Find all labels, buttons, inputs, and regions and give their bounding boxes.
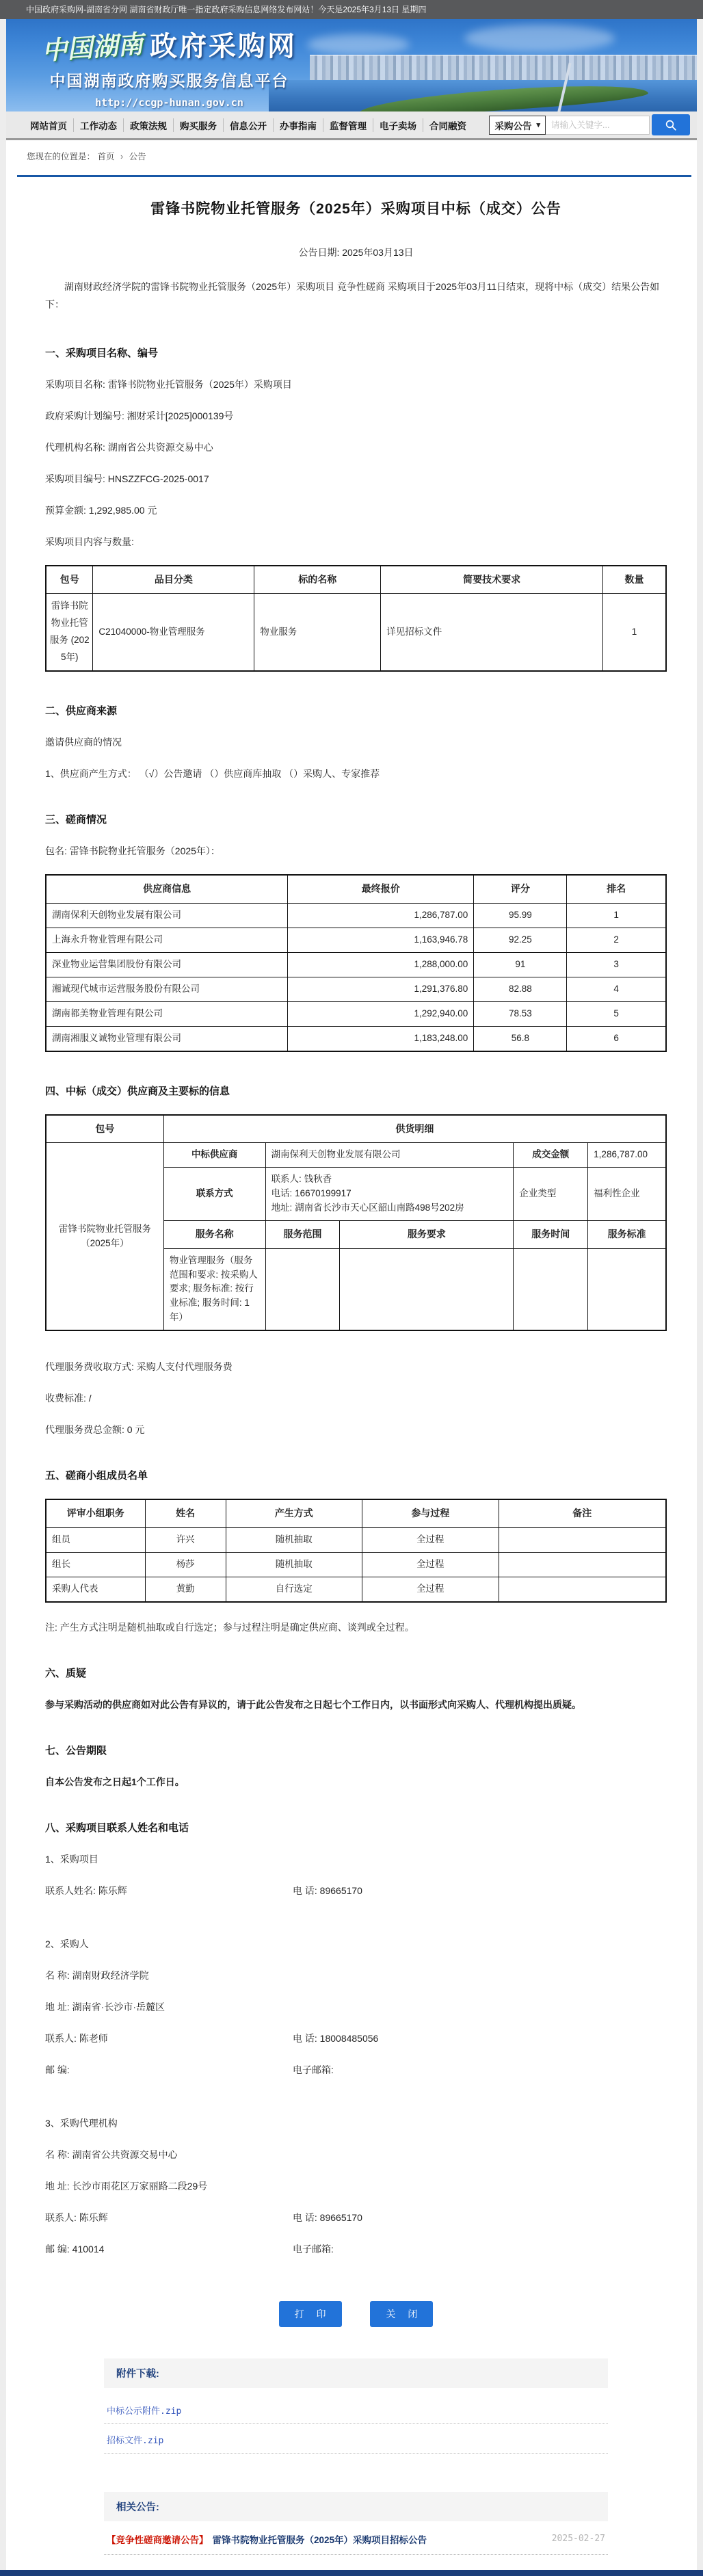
supplier-method-line: 1、供应商产生方式： （√）公告邀请 （）供应商库抽取 （）采购人、专家推荐 (45, 768, 380, 780)
group2-title: 2、采购人 (45, 1938, 89, 1949)
cell-rank: 6 (567, 1026, 666, 1051)
cell-service-req (340, 1248, 514, 1330)
cell-subject: 物业服务 (254, 594, 381, 671)
purchaser-zip: 邮 编: (45, 2064, 70, 2075)
col-qty: 数量 (602, 566, 666, 594)
contact-label: 联系方式 (163, 1168, 265, 1221)
svc-col-standard: 服务标准 (588, 1220, 666, 1248)
table-row (46, 977, 666, 1001)
project-content-table (45, 565, 667, 672)
svc-col-time: 服务时间 (514, 1220, 588, 1248)
cell-price: 1,292,940.00 (288, 1001, 474, 1026)
cell-service-scope (265, 1248, 340, 1330)
package-name-line: 包名: 雷锋书院物业托管服务（2025年）： (45, 845, 220, 857)
cell-package: 雷锋书院物业托管服务 (2025年) (46, 594, 93, 671)
cell-supplier: 湖南保利天创物业发展有限公司 (46, 904, 288, 928)
nav-item-contract-finance[interactable]: 合同融资 (423, 118, 473, 132)
col-remark: 备注 (499, 1499, 666, 1527)
col-package: 包号 (46, 566, 93, 594)
site-logo (42, 25, 297, 109)
nav-item-e-mall[interactable]: 电子卖场 (373, 118, 423, 132)
cell-price: 1,288,000.00 (288, 952, 474, 977)
agency-name: 名 称: 湖南省公共资源交易中心 (45, 2148, 178, 2160)
cloud-decoration (464, 25, 615, 52)
cell-score: 78.53 (474, 1001, 567, 1026)
contact-person: 联系人: 钱秋香 (271, 1174, 332, 1185)
group3-title: 3、采购代理机构 (45, 2117, 118, 2129)
cell-service-name: 物业管理服务（服务范围和要求: 按采购人要求; 服务标准: 按行业标准; 服务时间: 1年） (163, 1248, 265, 1330)
purchaser-name: 名 称: 湖南财政经济学院 (45, 1969, 149, 1981)
cell-name: 许兴 (145, 1527, 226, 1552)
purchaser-email: 电子邮箱: (293, 2064, 334, 2075)
cell-participation: 全过程 (362, 1577, 499, 1601)
cell-qty: 1 (602, 594, 666, 671)
related-item-tag[interactable]: 【竞争性磋商邀请公告】 (107, 2534, 209, 2545)
nav-item-home[interactable]: 网站首页 (30, 120, 67, 131)
col-name: 姓名 (145, 1499, 226, 1527)
svc-col-req: 服务要求 (340, 1220, 514, 1248)
col-category: 品目分类 (93, 566, 254, 594)
contact-row (45, 2179, 667, 2193)
table-row (46, 928, 666, 952)
table-header-row (46, 1115, 666, 1143)
site-notice-bar (0, 0, 703, 19)
section1-heading: 一、采购项目名称、编号 (45, 347, 159, 359)
purchaser-phone: 电 话: 18008485056 (293, 2032, 379, 2044)
related-heading: 相关公告: (104, 2492, 608, 2521)
col-role: 评审小组职务 (46, 1499, 145, 1527)
breadcrumb (6, 140, 697, 171)
contact-row (45, 2032, 667, 2045)
cell-rank: 3 (567, 952, 666, 977)
cell-participation: 全过程 (362, 1527, 499, 1552)
table-row (46, 1026, 666, 1051)
cell-remark (499, 1527, 666, 1552)
cell-rank: 4 (567, 977, 666, 1001)
table-row (46, 1143, 666, 1168)
cell-tech-req: 详见招标文件 (381, 594, 603, 671)
cell-supplier: 湖南湘服义诚物业管理有限公司 (46, 1026, 288, 1051)
col-final-price: 最终报价 (288, 875, 474, 903)
cell-role: 组长 (46, 1552, 145, 1577)
breadcrumb-home-link[interactable]: 首页 (97, 152, 115, 161)
cell-participation: 全过程 (362, 1552, 499, 1577)
col-supply-detail: 供货明细 (163, 1115, 666, 1143)
cell-role: 采购人代表 (46, 1577, 145, 1601)
agency-zip: 邮 编: 410014 (45, 2243, 105, 2255)
cell-price: 1,183,248.00 (288, 1026, 474, 1051)
fee-standard-line: 收费标准: / (45, 1393, 92, 1404)
related-item-link[interactable]: 雷锋书院物业托管服务（2025年）采购项目招标公告 (212, 2534, 427, 2545)
close-button[interactable]: 关 闭 (370, 2301, 433, 2327)
agency-address: 地 址: 长沙市雨花区万家丽路二段29号 (45, 2180, 208, 2192)
table-header-row (46, 566, 666, 594)
col-rank: 排名 (567, 875, 666, 903)
purchaser-address: 地 址: 湖南省·长沙市·岳麓区 (45, 2001, 165, 2012)
cell-score: 82.88 (474, 977, 567, 1001)
section5-heading: 五、磋商小组成员名单 (45, 1470, 148, 1482)
cell-supplier: 上海永升物业管理有限公司 (46, 928, 288, 952)
logo-title: 政府采购网 (150, 31, 297, 62)
blue-divider (17, 175, 691, 177)
nav-item-info-disclosure[interactable]: 信息公开 (223, 118, 273, 132)
agency-email: 电子邮箱: (293, 2243, 334, 2255)
search-button[interactable] (652, 114, 690, 135)
plan-number-line: 政府采购计划编号: 湘财采计[2025]000139号 (45, 410, 234, 421)
section7-heading: 七、公告期限 (45, 1744, 107, 1757)
search-icon (665, 119, 677, 131)
site-banner (6, 19, 697, 111)
contact-row (45, 2000, 667, 2014)
table-row (46, 1527, 666, 1552)
logo-subtitle: 中国湖南政府购买服务信息平台 (49, 72, 289, 90)
logo-calligraphy: 中国湖南 (40, 29, 144, 66)
cell-remark (499, 1552, 666, 1577)
section8-heading: 八、采购项目联系人姓名和电话 (45, 1822, 189, 1834)
cell-enterprise-type: 福利性企业 (588, 1168, 666, 1221)
nav-item-purchase-service[interactable]: 购买服务 (173, 118, 223, 132)
nav-item-policy[interactable]: 政策法规 (123, 118, 173, 132)
cell-score: 91 (474, 952, 567, 977)
cell-supplier: 湘诚现代城市运营服务股份有限公司 (46, 977, 288, 1001)
award-detail-table (45, 1114, 667, 1332)
agency-phone: 电 话: 89665170 (293, 2211, 362, 2223)
cell-award-amount: 1,286,787.00 (588, 1143, 666, 1168)
logo-url: http://ccgp-hunan.gov.cn (95, 96, 243, 109)
section4-heading: 四、中标（成交）供应商及主要标的信息 (45, 1085, 230, 1097)
col-tech-req: 简要技术要求 (381, 566, 603, 594)
search-category-select[interactable] (489, 116, 546, 135)
page-title: 雷锋书院物业托管服务（2025年）采购项目中标（成交）公告 (150, 201, 561, 217)
cell-winning-supplier: 湖南保利天创物业发展有限公司 (265, 1143, 514, 1168)
cell-selection: 随机抽取 (226, 1552, 362, 1577)
svc-col-name: 服务名称 (163, 1220, 265, 1248)
bottom-spacer (45, 2555, 667, 2570)
section3-heading: 三、磋商情况 (45, 814, 107, 826)
nav-item-supervision[interactable]: 监督管理 (323, 118, 373, 132)
cell-name: 杨莎 (145, 1552, 226, 1577)
project-number-line: 采购项目编号: HNSZZFCG-2025-0017 (45, 473, 209, 484)
main-nav (6, 111, 697, 140)
project-name-line: 采购项目名称: 雷锋书院物业托管服务（2025年）采购项目 (45, 378, 292, 390)
col-selection: 产生方式 (226, 1499, 362, 1527)
cell-service-time (514, 1248, 588, 1330)
breadcrumb-current[interactable]: 公告 (129, 152, 146, 161)
table-header-row (46, 1499, 666, 1527)
cloud-decoration (307, 34, 410, 55)
contact-address: 地址: 湖南省长沙市天心区韶山南路498号202房 (271, 1202, 464, 1213)
contact-row (45, 2148, 667, 2161)
table-row (46, 594, 666, 671)
nav-item-guide[interactable]: 办事指南 (273, 118, 323, 132)
search-input[interactable] (546, 116, 650, 135)
cell-price: 1,163,946.78 (288, 928, 474, 952)
committee-table (45, 1499, 667, 1602)
contact-row (45, 2211, 667, 2224)
attachment-list (104, 2395, 608, 2454)
purchaser-contact: 联系人: 陈老师 (45, 2032, 108, 2044)
section2-heading: 二、供应商来源 (45, 705, 118, 718)
section6-heading: 六、质疑 (45, 1667, 87, 1679)
attachments-panel (104, 2358, 608, 2454)
agency-fee-method-line: 代理服务费收取方式: 采购人支付代理服务费 (45, 1361, 233, 1373)
cell-package-name: 雷锋书院物业托管服务（2025年） (46, 1143, 163, 1330)
committee-note: 注: 产生方式注明是随机抽取或自行选定；参与过程注明是确定供应商、谈判或全过程。 (45, 1621, 414, 1633)
amount-label: 成交金额 (514, 1143, 588, 1168)
cell-price: 1,291,376.80 (288, 977, 474, 1001)
col-package: 包号 (46, 1115, 163, 1143)
table-row (46, 952, 666, 977)
related-item-date: 2025-02-27 (551, 2534, 605, 2545)
announcement-content (6, 175, 697, 2570)
breadcrumb-separator: › (120, 152, 124, 161)
contact-phone: 电话: 16670199917 (271, 1188, 352, 1199)
col-subject: 标的名称 (254, 566, 381, 594)
contact-row (45, 1884, 667, 1897)
cell-rank: 1 (567, 904, 666, 928)
invite-supplier-line: 邀请供应商的情况 (45, 737, 122, 748)
search-category-value: 采购公告 (494, 120, 532, 131)
related-panel (104, 2492, 608, 2555)
supplier-label: 中标供应商 (163, 1143, 265, 1168)
contact-row (45, 2063, 667, 2077)
announce-period-paragraph: 自本公告发布之日起1个工作日。 (45, 1776, 185, 1787)
cell-role: 组员 (46, 1527, 145, 1552)
col-score: 评分 (474, 875, 567, 903)
attachments-heading: 附件下载: (104, 2358, 608, 2388)
attachment-link[interactable]: 中标公示附件.zip (104, 2395, 608, 2424)
cell-contact-info (265, 1168, 514, 1221)
cell-supplier: 深业物业运营集团股份有限公司 (46, 952, 288, 977)
cell-score: 95.99 (474, 904, 567, 928)
print-button[interactable]: 打 印 (279, 2301, 342, 2327)
table-row (46, 904, 666, 928)
cell-supplier: 湖南都美物业管理有限公司 (46, 1001, 288, 1026)
group1-title: 1、采购项目 (45, 1853, 98, 1865)
cell-score: 92.25 (474, 928, 567, 952)
contact-name: 联系人姓名: 陈乐辉 (45, 1884, 127, 1896)
col-participation: 参与过程 (362, 1499, 499, 1527)
table-header-row (46, 875, 666, 903)
contact-row (45, 2242, 667, 2256)
cell-service-standard (588, 1248, 666, 1330)
intro-paragraph: 湖南财政经济学院的雷锋书院物业托管服务（2025年）采购项目 竞争性磋商 采购项目于2025年03月11日结束，现将中标（成交）结果公告如下： (45, 281, 660, 310)
agency-name-line: 代理机构名称: 湖南省公共资源交易中心 (45, 441, 213, 453)
cell-name: 黄勤 (145, 1577, 226, 1601)
cell-remark (499, 1577, 666, 1601)
bid-result-table (45, 874, 667, 1051)
breadcrumb-prefix: 您现在的位置是： (27, 152, 96, 161)
chevron-down-icon: ▾ (536, 121, 540, 129)
table-row (46, 1577, 666, 1601)
cell-rank: 2 (567, 928, 666, 952)
page-container (6, 19, 697, 2570)
announce-date: 公告日期: 2025年03月13日 (298, 247, 414, 258)
cell-selection: 随机抽取 (226, 1527, 362, 1552)
footer-bar (0, 2570, 703, 2576)
contact-row (45, 1969, 667, 1982)
content-quantity-label: 采购项目内容与数量: (45, 536, 134, 547)
contact-phone: 电 话: 89665170 (293, 1884, 362, 1896)
cell-category: C21040000-物业管理服务 (93, 594, 254, 671)
cell-selection: 自行选定 (226, 1577, 362, 1601)
city-skyline-photo (310, 55, 697, 81)
agency-contact: 联系人: 陈乐辉 (45, 2211, 108, 2223)
col-supplier-info: 供应商信息 (46, 875, 288, 903)
table-row (46, 1552, 666, 1577)
objection-paragraph: 参与采购活动的供应商如对此公告有异议的，请于此公告发布之日起七个工作日内，以书面形式向采购人、代理机构提出质疑。 (45, 1698, 581, 1710)
cell-score: 56.8 (474, 1026, 567, 1051)
attachment-link[interactable]: 招标文件.zip (104, 2424, 608, 2454)
agency-fee-total-line: 代理服务费总金额: 0 元 (45, 1424, 145, 1436)
budget-line: 预算金额: 1,292,985.00 元 (45, 504, 157, 516)
action-buttons (45, 2301, 667, 2327)
enterprise-type-label: 企业类型 (514, 1168, 588, 1221)
site-notice-text: 中国政府采购网-湖南省分网 湖南省财政厅唯一指定政府采购信息网络发布网站！今天是2025年3月13日 星期四 (26, 5, 427, 14)
svc-col-scope: 服务范围 (265, 1220, 340, 1248)
nav-item-news[interactable]: 工作动态 (73, 118, 123, 132)
search-box (489, 114, 690, 135)
related-item (104, 2521, 608, 2555)
cell-price: 1,286,787.00 (288, 904, 474, 928)
cell-rank: 5 (567, 1001, 666, 1026)
table-row (46, 1001, 666, 1026)
